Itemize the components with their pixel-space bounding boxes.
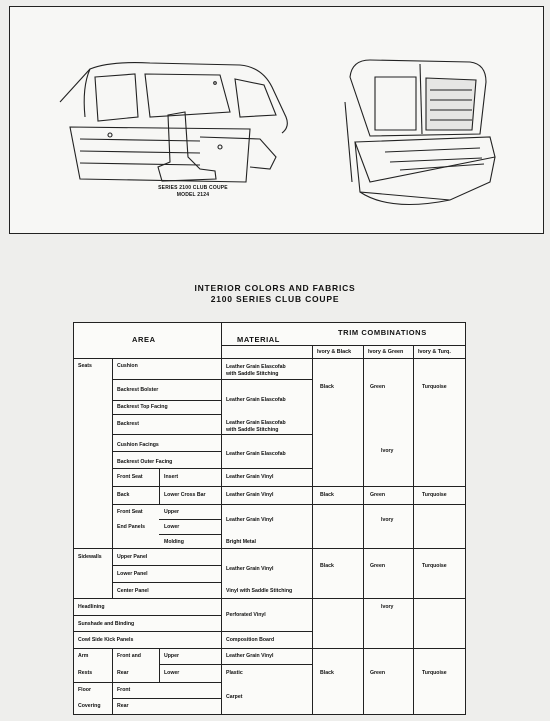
area-floor: Floor [78, 687, 91, 693]
grid-line [112, 486, 465, 487]
material-bolster: Leather Grain Elascofab [226, 397, 286, 403]
area-cushion-facings: Cushion Facings [117, 442, 159, 448]
illustration-panel [9, 6, 544, 234]
grid-line [112, 504, 465, 505]
trim-ivory-end-panels: Ivory [381, 517, 394, 523]
area-arm-lower: Lower [164, 670, 180, 676]
material-cushion-line2: with Saddle Stitching [226, 371, 279, 377]
area-upper-panel: Upper Panel [117, 554, 148, 560]
trim-green-floor: Green [370, 670, 385, 676]
trim-black-floor: Black [320, 670, 334, 676]
material-sidewalls: Leather Grain Vinyl [226, 566, 274, 572]
area-sidewalls: Sidewalls [78, 554, 102, 560]
header-ivory-green: Ivory & Green [368, 349, 404, 355]
area-covering: Covering [78, 703, 101, 709]
area-backrest-top-facing: Backrest Top Facing [117, 404, 168, 410]
grid-line [413, 345, 414, 714]
grid-line [112, 565, 222, 566]
car-interior-drawing [50, 57, 300, 232]
header-trim-combinations: TRIM COMBINATIONS [338, 328, 427, 337]
grid-line [112, 434, 312, 435]
area-cowl-kick-panels: Cowl Side Kick Panels [78, 637, 134, 643]
area-front-seat-2: Front Seat [117, 509, 143, 515]
grid-line [112, 451, 222, 452]
material-cross-bar: Leather Grain Vinyl [226, 492, 274, 498]
trim-table [73, 322, 466, 715]
grid-line [74, 615, 222, 616]
trim-turquoise-cross-bar: Turquoise [422, 492, 447, 498]
header-area: AREA [132, 335, 156, 344]
grid-line [74, 598, 465, 599]
area-backrest-bolster: Backrest Bolster [117, 387, 159, 393]
grid-line [74, 682, 222, 683]
page-title [150, 283, 400, 305]
material-front-seat-insert: Leather Grain Vinyl [226, 474, 274, 480]
grid-line [159, 664, 313, 665]
material-cowl: Composition Board [226, 637, 275, 643]
material-center-panel: Vinyl with Saddle Stitching [226, 588, 293, 594]
grid-line [74, 631, 313, 632]
area-lower-panel: Lower Panel [117, 571, 148, 577]
seat-drawing [330, 42, 500, 212]
material-arm-upper: Leather Grain Vinyl [226, 653, 274, 659]
trim-green-sidewalls: Green [370, 563, 385, 569]
grid-line [112, 468, 312, 469]
header-material: MATERIAL [237, 335, 280, 344]
grid-line [159, 648, 160, 682]
page-title-line2: 2100 SERIES CLUB COUPE [210, 294, 340, 304]
grid-line [112, 648, 113, 714]
material-backrest-line1: Leather Grain Elascofab [226, 420, 286, 426]
header-ivory-black: Ivory & Black [317, 349, 352, 355]
grid-line [221, 345, 465, 346]
area-cushion: Cushion [117, 363, 138, 369]
area-upper: Upper [164, 509, 179, 515]
area-arm-upper: Upper [164, 653, 179, 659]
grid-line [112, 379, 312, 380]
area-backrest: Backrest [117, 421, 139, 427]
area-floor-rear: Rear [117, 703, 129, 709]
grid-line [159, 534, 222, 535]
area-end-panels: End Panels [117, 524, 145, 530]
grid-line [112, 400, 222, 401]
material-facings: Leather Grain Elascofab [226, 451, 286, 457]
trim-turquoise-seats: Turquoise [422, 384, 447, 390]
area-lower-cross-bar: Lower Cross Bar [164, 492, 206, 498]
grid-line [112, 358, 113, 548]
area-insert: Insert [164, 474, 179, 480]
area-seats: Seats [78, 363, 92, 369]
area-lower: Lower [164, 524, 180, 530]
area-rear: Rear [117, 670, 129, 676]
grid-line [112, 414, 222, 415]
area-rests: Rests [78, 670, 93, 676]
trim-green-cross-bar: Green [370, 492, 385, 498]
area-molding: Molding [164, 539, 184, 545]
area-front-seat: Front Seat [117, 474, 143, 480]
area-headlining: Headlining [78, 604, 105, 610]
trim-turquoise-sidewalls: Turquoise [422, 563, 447, 569]
area-center-panel: Center Panel [117, 588, 149, 594]
grid-line [74, 648, 465, 649]
caption-model: MODEL 2124 [176, 192, 210, 198]
page-title-line1: INTERIOR COLORS AND FABRICS [194, 283, 356, 293]
trim-ivory-headlining: Ivory [381, 604, 394, 610]
area-back: Back [117, 492, 130, 498]
material-arm-lower: Plastic [226, 670, 243, 676]
grid-line [112, 582, 222, 583]
material-molding: Bright Metal [226, 539, 256, 545]
grid-line [112, 548, 113, 598]
area-front-and: Front and [117, 653, 141, 659]
grid-line [74, 548, 465, 549]
trim-black-cross-bar: Black [320, 492, 334, 498]
grid-line [363, 345, 364, 714]
grid-line [112, 698, 222, 699]
material-cushion-line1: Leather Grain Elascofab [226, 364, 286, 370]
area-floor-front: Front [117, 687, 131, 693]
area-arm: Arm [78, 653, 89, 659]
trim-ivory-facings: Ivory [381, 448, 394, 454]
header-ivory-turq: Ivory & Turq. [418, 349, 451, 355]
grid-line [74, 358, 465, 359]
trim-green-seats: Green [370, 384, 385, 390]
trim-turquoise-floor: Turquoise [422, 670, 447, 676]
material-headlining: Perforated Vinyl [226, 612, 266, 618]
trim-black-seats: Black [320, 384, 334, 390]
grid-line [312, 345, 313, 714]
area-backrest-outer-facing: Backrest Outer Facing [117, 459, 173, 465]
material-floor: Carpet [226, 694, 243, 700]
trim-black-sidewalls: Black [320, 563, 334, 569]
material-backrest-line2: with Saddle Stitching [226, 427, 279, 433]
grid-line [159, 519, 222, 520]
caption-series: SERIES 2100 CLUB COUPE [158, 185, 228, 191]
area-sunshade: Sunshade and Binding [78, 621, 135, 627]
illustration-caption [128, 185, 258, 199]
material-end-panels: Leather Grain Vinyl [226, 517, 274, 523]
